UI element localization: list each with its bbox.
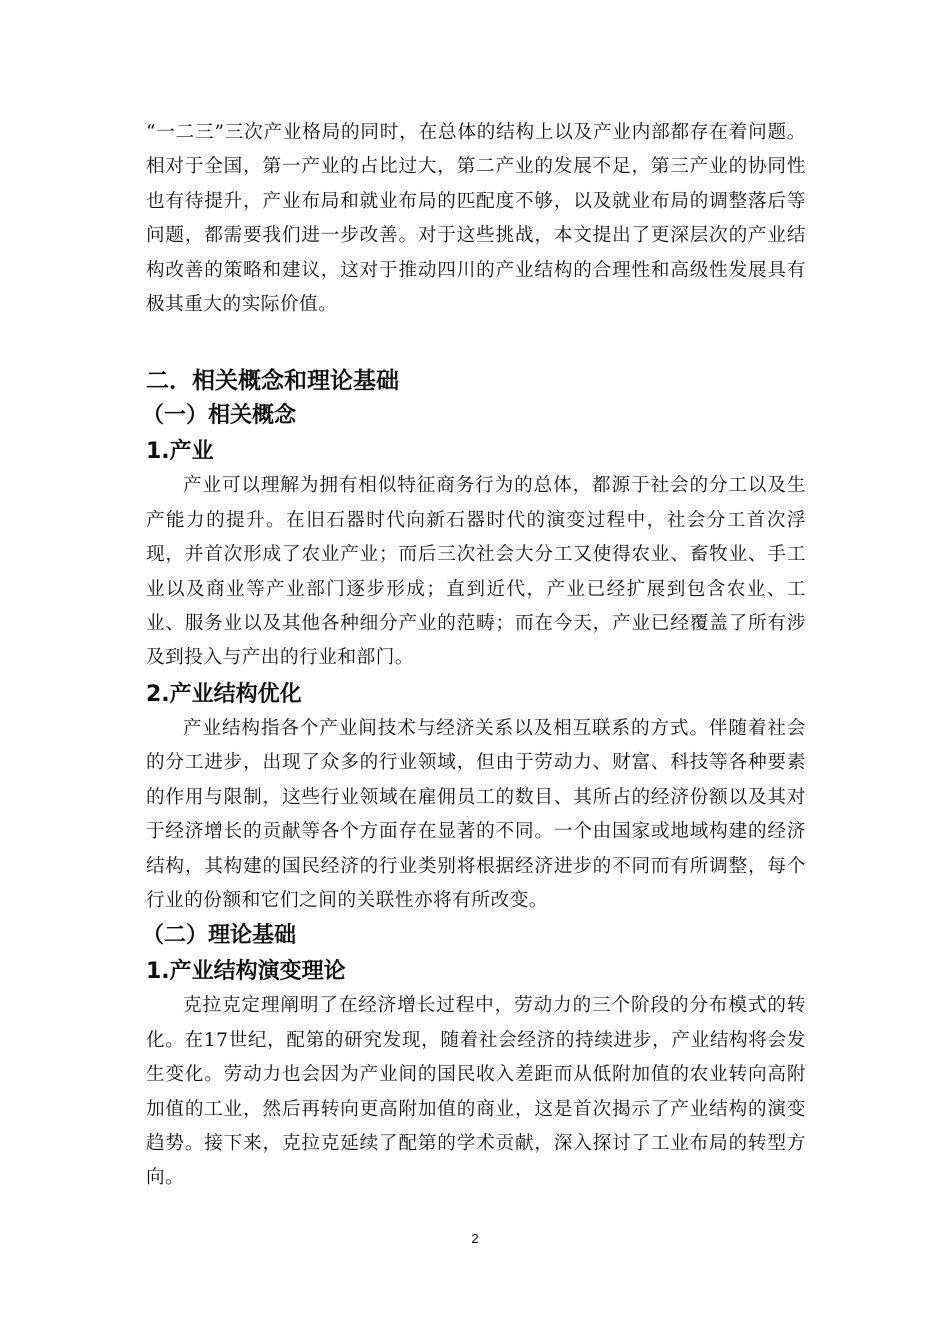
item-title-evolution-theory: 1.产业结构演变理论 bbox=[146, 959, 346, 985]
subsection-title-theory: （二）理论基础 bbox=[142, 923, 297, 949]
page-number: 2 bbox=[471, 1231, 479, 1246]
subsection-title-concepts: （一）相关概念 bbox=[142, 403, 297, 429]
paragraph-structure-optimization: 产业结构指各个产业间技术与经济关系以及相互联系的方式。伴随着社会的分工进步，出现了众多的行业领域，但由于劳动力、财富、科技等各种要素的作用与限制，这些行业领域在雇佣员工的数目、其所占的经济份额以及其对于经济增长的贡献等各个方面存在显著的不同。一个由国家或地域构建的经济结构，其构建的国民经济的行业类别将根据经济进步的不同而有所调整，每个行业的份额和它们之间的关联性亦将有所改变。 bbox=[146, 717, 806, 911]
item-title-structure-optimization: 2.产业结构优化 bbox=[146, 681, 302, 707]
section-title: 二．相关概念和理论基础 bbox=[146, 368, 399, 395]
document-body bbox=[142, 116, 806, 1196]
intro-paragraph: “一二三”三次产业格局的同时，在总体的结构上以及产业内部都存在着问题。相对于全国，第一产业的占比过大，第二产业的发展不足，第三产业的协同性也有待提升，产业布局和就业布局的匹配度不够，以及就业布局的调整落后等问题，都需要我们进一步改善。对于这些挑战，本文提出了更深层次的产业结构改善的策略和建议，这对于推动四川的产业结构的合理性和高级性发展具有极其重大的实际价值。 bbox=[146, 122, 806, 316]
paragraph-industry: 产业可以理解为拥有相似特征商务行为的总体，都源于社会的分工以及生产能力的提升。在旧石器时代向新石器时代的演变过程中，社会分工首次浮现，并首次形成了农业产业；而后三次社会大分工又使得农业、畜牧业、手工业以及商业等产业部门逐步形成；直到近代，产业已经扩展到包含农业、工业、服务业以及其他各种细分产业的范畴；而在今天，产业已经覆盖了所有涉及到投入与产出的行业和部门。 bbox=[146, 475, 806, 669]
paragraph-evolution-theory: 克拉克定理阐明了在经济增长过程中，劳动力的三个阶段的分布模式的转化。在17世纪，配第的研究发现，随着社会经济的持续进步，产业结构将会发生变化。劳动力也会因为产业间的国民收入差距而从低附加值的农业转向高附加值的工业，然后再转向更高附加值的商业，这是首次揭示了产业结构的演变趋势。接下来，克拉克延续了配第的学术贡献，深入探讨了工业布局的转型方向。 bbox=[146, 995, 806, 1189]
item-title-industry: 1.产业 bbox=[146, 439, 214, 465]
